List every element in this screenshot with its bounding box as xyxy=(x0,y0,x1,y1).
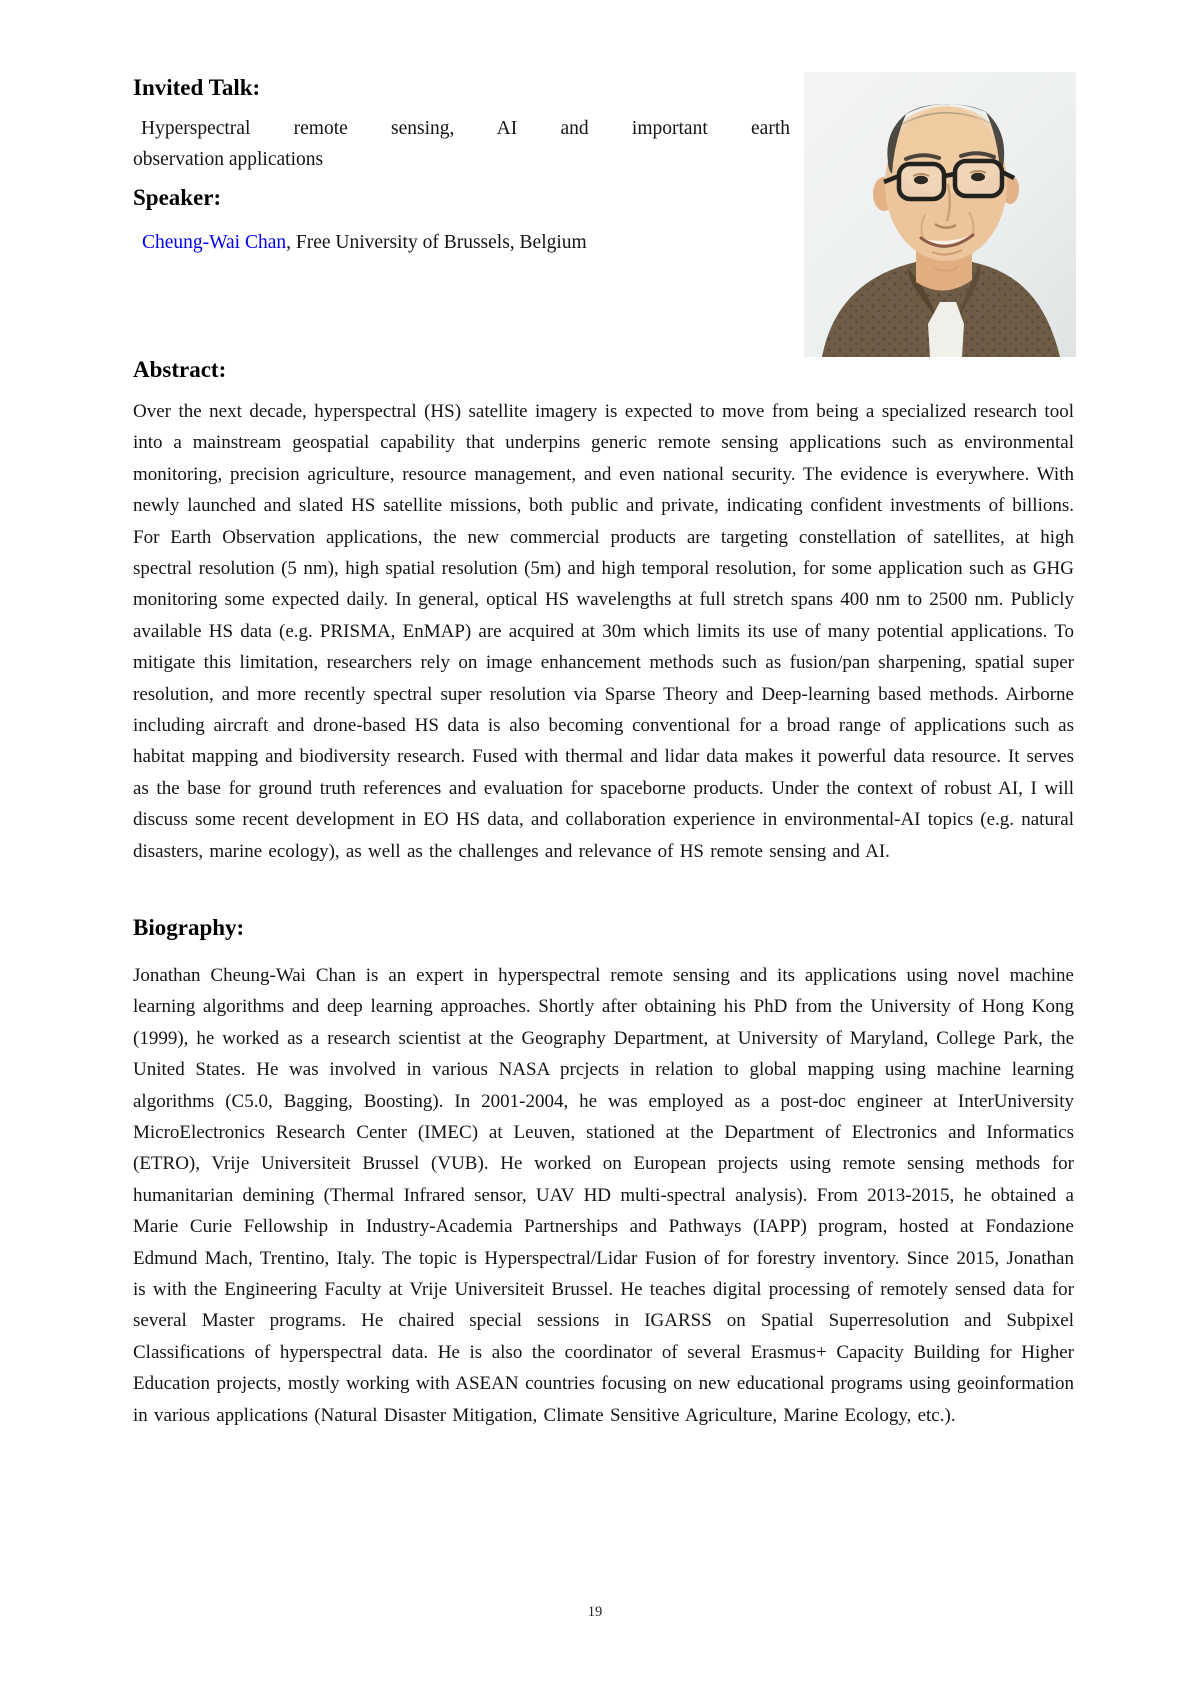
speaker-portrait-illustration xyxy=(804,72,1076,357)
biography-body: Jonathan Cheung-Wai Chan is an expert in hyperspectral remote sensing and its applications using novel machine learning algorithms and deep learning approaches. Shortly after obtaining his PhD from the University of Hong Kong (1999), he worked as a research scientist at the Geography Department, at University of Maryland, College Park, the United States. He was involved in various NASA prcjects in relation to global mapping using machine learning algorithms (C5.0, Bagging, Boosting). In 2001-2004, he was employed as a post-doc engineer at InterUniversity MicroElectronics Research Center (IMEC) at Leuven, stationed at the Department of Electronics and Informatics (ETRO), Vrije Universiteit Brussel (VUB). He worked on European projects using remote sensing methods for humanitarian demining (Thermal Infrared sensor, UAV HD multi-spectral analysis). From 2013-2015, he obtained a Marie Curie Fellowship in Industry-Academia Partnerships and Pathways (IAPP) program, hosted at Fondazione Edmund Mach, Trentino, Italy. The topic is Hyperspectral/Lidar Fusion of for forestry inventory. Since 2015, Jonathan is with the Engineering Faculty at Vrije Universiteit Brussel. He teaches digital processing of remotely sensed data for several Master programs. He chaired special sessions in IGARSS on Spatial Superresolution and Subpixel Classifications of hyperspectral data. He is also the coordinator of several Erasmus+ Capacity Building for Higher Education projects, mostly working with ASEAN countries focusing on new educational programs using geoinformation in various applications (Natural Disaster Mitigation, Climate Sensitive Agriculture, Marine Ecology, etc.). xyxy=(133,965,1074,1426)
abstract-heading: Abstract: xyxy=(133,357,227,382)
invited-talk-heading: Invited Talk: xyxy=(133,75,261,100)
talk-title xyxy=(133,114,790,175)
biography-heading: Biography: xyxy=(133,915,245,940)
talk-title-line1: Hyperspectral remote sensing, AI and important earth xyxy=(141,118,790,139)
speaker-name-link[interactable]: Cheung-Wai Chan xyxy=(142,232,287,253)
talk-title-line2: observation applications xyxy=(133,148,324,170)
abstract-body: Over the next decade, hyperspectral (HS) satellite imagery is expected to move from being a specialized research tool into a mainstream geospatial capability that underpins generic remote sensing applications such as environmental monitoring, precision agriculture, resource management, and even national security. The evidence is everywhere. With newly launched and slated HS satellite missions, both public and private, indicating confident investments of billions. For Earth Observation applications, the new commercial products are targeting constellation of satellites, at high spectral resolution (5 nm), high spatial resolution (5m) and high temporal resolution, for some application such as GHG monitoring some expected daily. In general, optical HS wavelengths at full stretch spans 400 nm to 2500 nm. Publicly available HS data (e.g. PRISMA, EnMAP) are acquired at 30m which limits its use of many potential applications. To mitigate this limitation, researchers rely on image enhancement methods such as fusion/pan sharpening, spatial super resolution, and more recently spectral super resolution via Sparse Theory and Deep-learning based methods. Airborne including aircraft and drone-based HS data is also becoming conventional for a broad range of applications such as habitat mapping and biodiversity research. Fused with thermal and lidar data makes it powerful data resource. It serves as the base for ground truth references and evaluation for spaceborne products. Under the context of robust AI, I will discuss some recent development in EO HS data, and collaboration experience in environmental-AI topics (e.g. natural disasters, marine ecology), as well as the challenges and relevance of HS remote sensing and AI. xyxy=(133,401,1074,862)
speaker-line xyxy=(133,228,587,258)
speaker-heading: Speaker: xyxy=(133,185,222,210)
speaker-affiliation: , Free University of Brussels, Belgium xyxy=(286,232,587,253)
speaker-photo xyxy=(804,72,1076,357)
page-number: 19 xyxy=(587,1604,603,1620)
